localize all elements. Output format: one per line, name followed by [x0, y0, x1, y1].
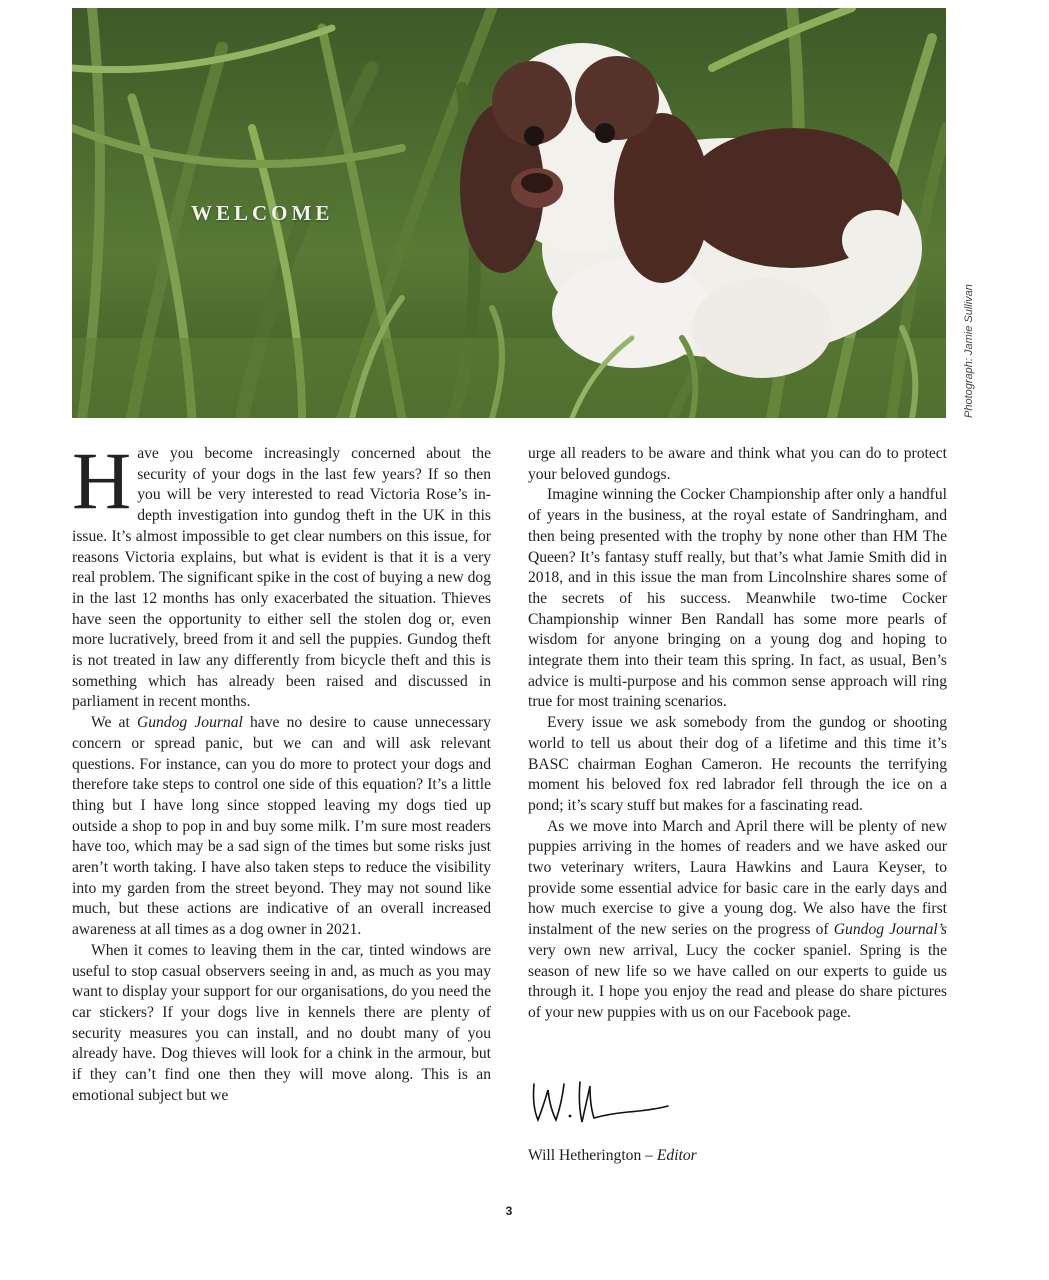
drop-cap: H	[72, 435, 132, 526]
page-number: 3	[505, 1204, 513, 1218]
editor-signature	[528, 1076, 678, 1131]
article-paragraph: Imagine winning the Cocker Championship after only a handful of years in the business, at the royal estate of Sandringham, and then being presented with the trophy by none other than HM The Queen? It’s fantasy stuff really, but that’s what Jamie Smith did in 2018, and in this issue the man from Lincolnshire shares some of the secrets of his success. Meanwhile two-time Cocker Championship winner Ben Randall has some more pearls of wisdom for anyone bringing on a young dog and hoping to integrate them into their team this spring. In fact, as usual, Ben’s advice is multi-purpose and his common sense approach will ring true for most training scenarios.	[528, 486, 947, 711]
photo-credit: Photograph: Jamie Sullivan	[963, 284, 975, 418]
page-title: WELCOME	[191, 201, 334, 225]
article-paragraph: Have you become increasingly concerned about the security of your dogs in the last few years? If so then you will be very interested to read Victoria Rose’s in-depth investigation into gundog theft in the UK in this issue. It’s almost impossible to get clear numbers on this issue, for reasons Victoria explains, but what is evident is that it is a very real problem. The significant spike in the cost of buying a new dog in the last 12 months has only exacerbated the situation. Thieves have seen the opportunity to either sell the stolen dog or, even more lucratively, breed from it and sell the puppies. Gundog theft is not treated in law any differently from bicycle theft and this is something which has already been raised and discussed in parliament in recent months.	[72, 435, 491, 711]
article-paragraph: As we move into March and April there will be plenty of new puppies arriving in the homes of readers and we have asked our two veterinary writers, Laura Hawkins and Laura Keyser, to provide some essential advice for basic care in the early days and how much exercise to give a young dog. We also have the first instalment of the new series on the progress of Gundog Journal’s very own new arrival, Lucy the cocker spaniel. Spring is the season of new life so we have called on our experts to guide us through it. I hope you enjoy the read and please do share pictures of your new puppies with us on our Facebook page.	[528, 817, 948, 1021]
editor-role: Editor	[656, 1147, 697, 1164]
article-column-left	[72, 435, 491, 1107]
article-paragraph: urge all readers to be aware and think what you can do to protect your beloved gundogs.	[528, 445, 947, 483]
article-paragraph: We at Gundog Journal have no desire to cause unnecessary concern or spread panic, but we can and will ask relevant questions. For instance, can you do more to protect your dogs and therefore take steps to control one side of this equation? It’s a little thing but I have long since stopped leaving my dogs tied up outside a shop to pop in and buy some milk. I’m sure most readers have too, which may be a sad sign of the times but some risks just aren’t worth taking. I have also taken steps to reduce the visibility into my garden from the street beyond. They may not sound like much, but these actions are indicative of an overall increased awareness at all times as a dog owner in 2021.	[72, 714, 491, 939]
article-paragraph: When it comes to leaving them in the car, tinted windows are useful to stop casual observers seeing in and, as much as you may want to display your support for our organisations, do you need the car stickers? If your dogs live in kennels there are plenty of security measures you can install, and no doubt many of you already have. Dog thieves will look for a chink in the armour, but if they can’t find one then they will move along. This is an emotional subject but we	[72, 941, 491, 1104]
publication-name: Gundog Journal	[136, 714, 243, 732]
hero-photo	[72, 8, 946, 418]
article-paragraph: Every issue we ask somebody from the gundog or shooting world to tell us about their dog of a lifetime and this time it’s BASC chairman Eoghan Cameron. He recounts the terrifying moment his beloved fox red labrador fell through the ice on a pond; it’s scary stuff but makes for a fascinating read.	[528, 714, 947, 814]
publication-name: Gundog Journal’s	[833, 921, 948, 939]
editor-byline: Will Hetherington – Editor	[528, 1147, 697, 1164]
article-column-right	[528, 444, 947, 1024]
